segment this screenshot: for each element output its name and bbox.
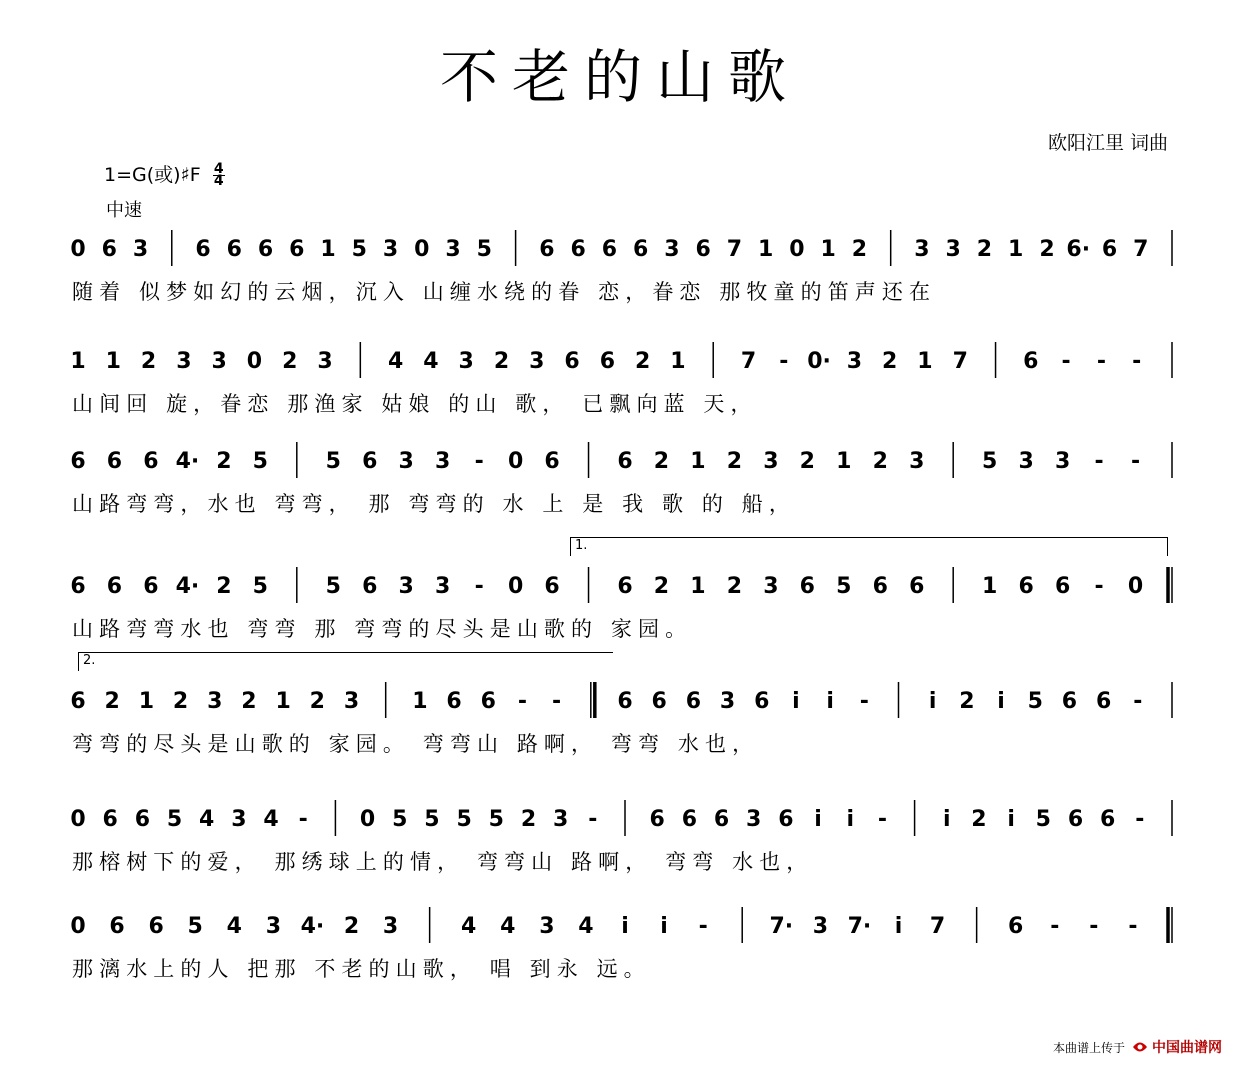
note: 5	[488, 807, 504, 832]
note: 2	[493, 349, 510, 374]
note: 5	[476, 237, 492, 262]
note: -	[588, 807, 598, 832]
note: 3	[529, 349, 545, 374]
note: 2	[309, 689, 325, 714]
note: 3	[1018, 449, 1034, 474]
note: 6	[1101, 237, 1118, 262]
note: 6	[601, 237, 618, 262]
author-credit: 欧阳江里 词曲	[1047, 132, 1168, 154]
note: 6	[544, 574, 560, 599]
note: 6	[617, 574, 633, 599]
note: 5	[325, 449, 341, 474]
note: 1	[320, 237, 336, 262]
note: 3	[909, 449, 925, 474]
note: 5	[351, 237, 367, 262]
note: 6	[102, 807, 118, 832]
note: 5	[836, 574, 852, 599]
note: 6	[1095, 689, 1112, 714]
note: 2	[104, 689, 120, 714]
note: i	[997, 689, 1005, 714]
note: 5	[325, 574, 341, 599]
lyrics-line: 山间回 旋，眷恋 那渔家 姑娘 的山 歌， 已飘向蓝 天，	[72, 392, 758, 416]
time-sig-bottom: 4	[213, 173, 224, 189]
note: -	[552, 689, 562, 714]
note: -	[859, 689, 869, 714]
note: -	[1130, 449, 1141, 474]
tempo-marking: 中速	[106, 200, 142, 221]
note: 1	[275, 689, 291, 714]
upload-note: 本曲谱上传于	[1052, 1040, 1125, 1055]
note: 7·	[769, 914, 794, 939]
note: 4	[387, 349, 404, 374]
note: 3	[552, 807, 569, 832]
note: 6	[617, 449, 633, 474]
note: 4·	[175, 574, 200, 599]
note: 3	[343, 689, 360, 714]
note: 1	[70, 349, 86, 374]
key-label: 1=G(或)♯F	[104, 164, 201, 186]
note: 3	[812, 914, 829, 939]
note: 6	[480, 689, 496, 714]
note: 3	[539, 914, 555, 939]
note: 6	[148, 914, 164, 939]
note: i	[1007, 807, 1015, 832]
note: 0	[70, 237, 86, 262]
note: 4·	[300, 914, 325, 939]
notation-line	[0, 440, 1240, 490]
note: 1	[690, 574, 706, 599]
note: 0	[507, 574, 524, 599]
note: 6	[685, 689, 702, 714]
note: i	[660, 914, 668, 939]
note: 0	[789, 237, 805, 262]
notation-line	[0, 798, 1240, 848]
note: 1	[412, 689, 428, 714]
notation-line	[0, 565, 1240, 615]
note: 3	[132, 237, 149, 262]
note: 0·	[807, 349, 831, 374]
note: 7	[952, 349, 968, 374]
note: i	[846, 807, 855, 832]
note: 3	[211, 349, 227, 374]
note: -	[698, 914, 708, 939]
time-signature	[213, 161, 225, 189]
notation-line	[0, 905, 1240, 955]
note: 6	[226, 237, 242, 262]
note: 4	[199, 807, 215, 832]
note: 3	[382, 237, 399, 262]
note: -	[1094, 574, 1104, 599]
note: 6	[909, 574, 925, 599]
note: 6	[70, 449, 86, 474]
note: 0	[1127, 574, 1144, 599]
note: 6	[109, 914, 125, 939]
note: 6	[446, 689, 462, 714]
note: -	[779, 349, 789, 374]
note: 6	[1054, 574, 1071, 599]
note: i	[894, 914, 903, 939]
note: i	[928, 689, 937, 714]
note: 6	[617, 689, 633, 714]
note: 6	[570, 237, 586, 262]
note: 6	[651, 689, 667, 714]
note: 5	[252, 449, 268, 474]
note: 2	[799, 449, 815, 474]
note: -	[1128, 914, 1138, 939]
note: 5	[252, 574, 268, 599]
note: 4	[461, 914, 477, 939]
note: -	[517, 689, 528, 714]
note: 2	[882, 349, 898, 374]
note: 2	[520, 807, 537, 832]
note: -	[298, 807, 308, 832]
note: 0	[70, 807, 86, 832]
site-logo-icon	[1131, 1040, 1149, 1054]
key-signature	[104, 160, 225, 187]
note: 6·	[1066, 237, 1091, 262]
note: 7	[1133, 237, 1149, 262]
note: 2	[216, 574, 232, 599]
note: 1	[836, 449, 852, 474]
note: 2	[976, 237, 993, 262]
note: 0	[246, 349, 263, 374]
note: 6	[599, 349, 616, 374]
note: 7	[726, 237, 743, 262]
notation-line	[0, 340, 1240, 390]
note: -	[1061, 349, 1071, 374]
note: 5	[1035, 807, 1051, 832]
note: 3	[763, 574, 779, 599]
note: 2	[634, 349, 651, 374]
footer	[1053, 1037, 1222, 1057]
note: 6	[1099, 807, 1116, 832]
note: 1	[690, 449, 706, 474]
note: 3	[435, 449, 451, 474]
lyrics-line: 随着 似梦如幻的云烟，沉入 山缠水绕的眷 恋，眷恋 那牧童的笛声还在	[72, 280, 937, 304]
note: 5	[456, 807, 472, 832]
note: 7	[740, 349, 757, 374]
note: 0	[414, 237, 430, 262]
note: 5	[1027, 689, 1043, 714]
note: 6	[681, 807, 698, 832]
note: 2	[343, 914, 360, 939]
note: 6	[544, 449, 560, 474]
notation-line	[0, 680, 1240, 730]
note: 0	[70, 914, 86, 939]
note: 3	[207, 689, 223, 714]
note: 6	[106, 574, 123, 599]
site-logo	[1131, 1037, 1222, 1057]
note: 6	[872, 574, 888, 599]
note: 6	[649, 807, 665, 832]
note: i	[826, 689, 834, 714]
note: 5	[982, 449, 998, 474]
note: 4	[578, 914, 594, 939]
lyrics-line: 山路弯弯水也 弯弯 那 弯弯的尽头是山歌的 家园。	[72, 617, 693, 641]
note: 6	[1023, 349, 1039, 374]
note: 3	[398, 574, 414, 599]
note: 2	[241, 689, 257, 714]
note: 6	[754, 689, 770, 714]
volta-bracket: 1.	[570, 537, 1168, 556]
note: 6	[289, 237, 305, 262]
note: 3	[445, 237, 461, 262]
note: 6	[1067, 807, 1084, 832]
note: 6	[539, 237, 555, 262]
note: 5	[166, 807, 183, 832]
note: 3	[719, 689, 736, 714]
note: -	[1133, 689, 1143, 714]
volta-bracket: 2.	[78, 652, 613, 671]
note: 6	[632, 237, 649, 262]
note: 4	[226, 914, 242, 939]
note: -	[474, 449, 484, 474]
note: -	[1135, 807, 1145, 832]
note: -	[1096, 349, 1106, 374]
note: 3	[435, 574, 451, 599]
note: 6	[799, 574, 815, 599]
note: 6	[134, 807, 151, 832]
note: 2	[726, 449, 743, 474]
note: 6	[101, 237, 117, 262]
note: 2	[216, 449, 232, 474]
note: 1	[105, 349, 121, 374]
lyrics-line: 那榕树下的爱， 那绣球上的情， 弯弯山 路啊， 弯弯 水也，	[72, 850, 814, 874]
note: 2	[726, 574, 743, 599]
note: 3	[231, 807, 247, 832]
note: i	[814, 807, 822, 832]
note: 2	[1039, 237, 1055, 262]
note: 6	[564, 349, 580, 374]
note: 1	[982, 574, 998, 599]
note: 0	[507, 449, 524, 474]
note: 3	[945, 237, 961, 262]
note: -	[1089, 914, 1099, 939]
note: 4	[500, 914, 516, 939]
note: 5	[187, 914, 203, 939]
note: 6	[1008, 914, 1024, 939]
note: 7	[929, 914, 946, 939]
note: 1	[1008, 237, 1024, 262]
note: i	[942, 807, 951, 832]
note: 2	[172, 689, 189, 714]
note: 0	[359, 807, 376, 832]
note: 1	[820, 237, 836, 262]
note: 3	[914, 237, 930, 262]
note: -	[1050, 914, 1060, 939]
note: 2	[282, 349, 298, 374]
note: -	[474, 574, 484, 599]
note: 3	[317, 349, 333, 374]
note: 6	[713, 807, 730, 832]
lyrics-line: 弯弯的尽头是山歌的 家园。 弯弯山 路啊， 弯弯 水也，	[72, 732, 760, 756]
note: 3	[265, 914, 282, 939]
note: 6	[195, 237, 211, 262]
note: 3	[763, 449, 779, 474]
note: -	[1094, 449, 1104, 474]
note: 6	[143, 574, 159, 599]
note: 2	[872, 449, 888, 474]
note: 4	[423, 349, 439, 374]
note: 3	[458, 349, 474, 374]
note: 6	[695, 237, 711, 262]
note: 6	[362, 574, 378, 599]
note: 2	[653, 574, 670, 599]
note: 3	[664, 237, 680, 262]
note: 1	[138, 689, 155, 714]
note: -	[1132, 349, 1142, 374]
note: 7·	[847, 914, 872, 939]
note: 3	[846, 349, 863, 374]
note: 6	[1061, 689, 1078, 714]
note: 2	[959, 689, 975, 714]
note: i	[621, 914, 629, 939]
note: 6	[70, 689, 86, 714]
note: 3	[382, 914, 399, 939]
note: 6	[70, 574, 86, 599]
note: 3	[1054, 449, 1071, 474]
note: 6	[257, 237, 274, 262]
note: 5	[392, 807, 408, 832]
time-sig-top: 4	[213, 161, 224, 177]
note: 6	[778, 807, 794, 832]
note: 3	[176, 349, 192, 374]
note: 2	[971, 807, 987, 832]
note: 4·	[175, 449, 200, 474]
lyrics-line: 山路弯弯，水也 弯弯， 那 弯弯的 水 上 是 我 歌 的 船，	[72, 492, 796, 516]
note: 6	[362, 449, 378, 474]
note: 4	[263, 807, 279, 832]
note: i	[792, 689, 800, 714]
note: 3	[746, 807, 762, 832]
note: 3	[398, 449, 414, 474]
note: 2	[653, 449, 670, 474]
note: -	[877, 807, 887, 832]
site-name: 中国曲谱网	[1152, 1040, 1222, 1056]
lyrics-line: 那漓水上的人 把那 不老的山歌， 唱 到永 远。	[72, 957, 651, 981]
note: 1	[917, 349, 933, 374]
note: 6	[1018, 574, 1034, 599]
note: 1	[758, 237, 774, 262]
note: 6	[106, 449, 123, 474]
notation-line	[0, 228, 1240, 278]
note: 2	[851, 237, 868, 262]
note: 1	[670, 349, 686, 374]
note: 6	[143, 449, 159, 474]
song-title: 不老的山歌	[439, 43, 800, 111]
note: 5	[424, 807, 440, 832]
note: 2	[140, 349, 157, 374]
